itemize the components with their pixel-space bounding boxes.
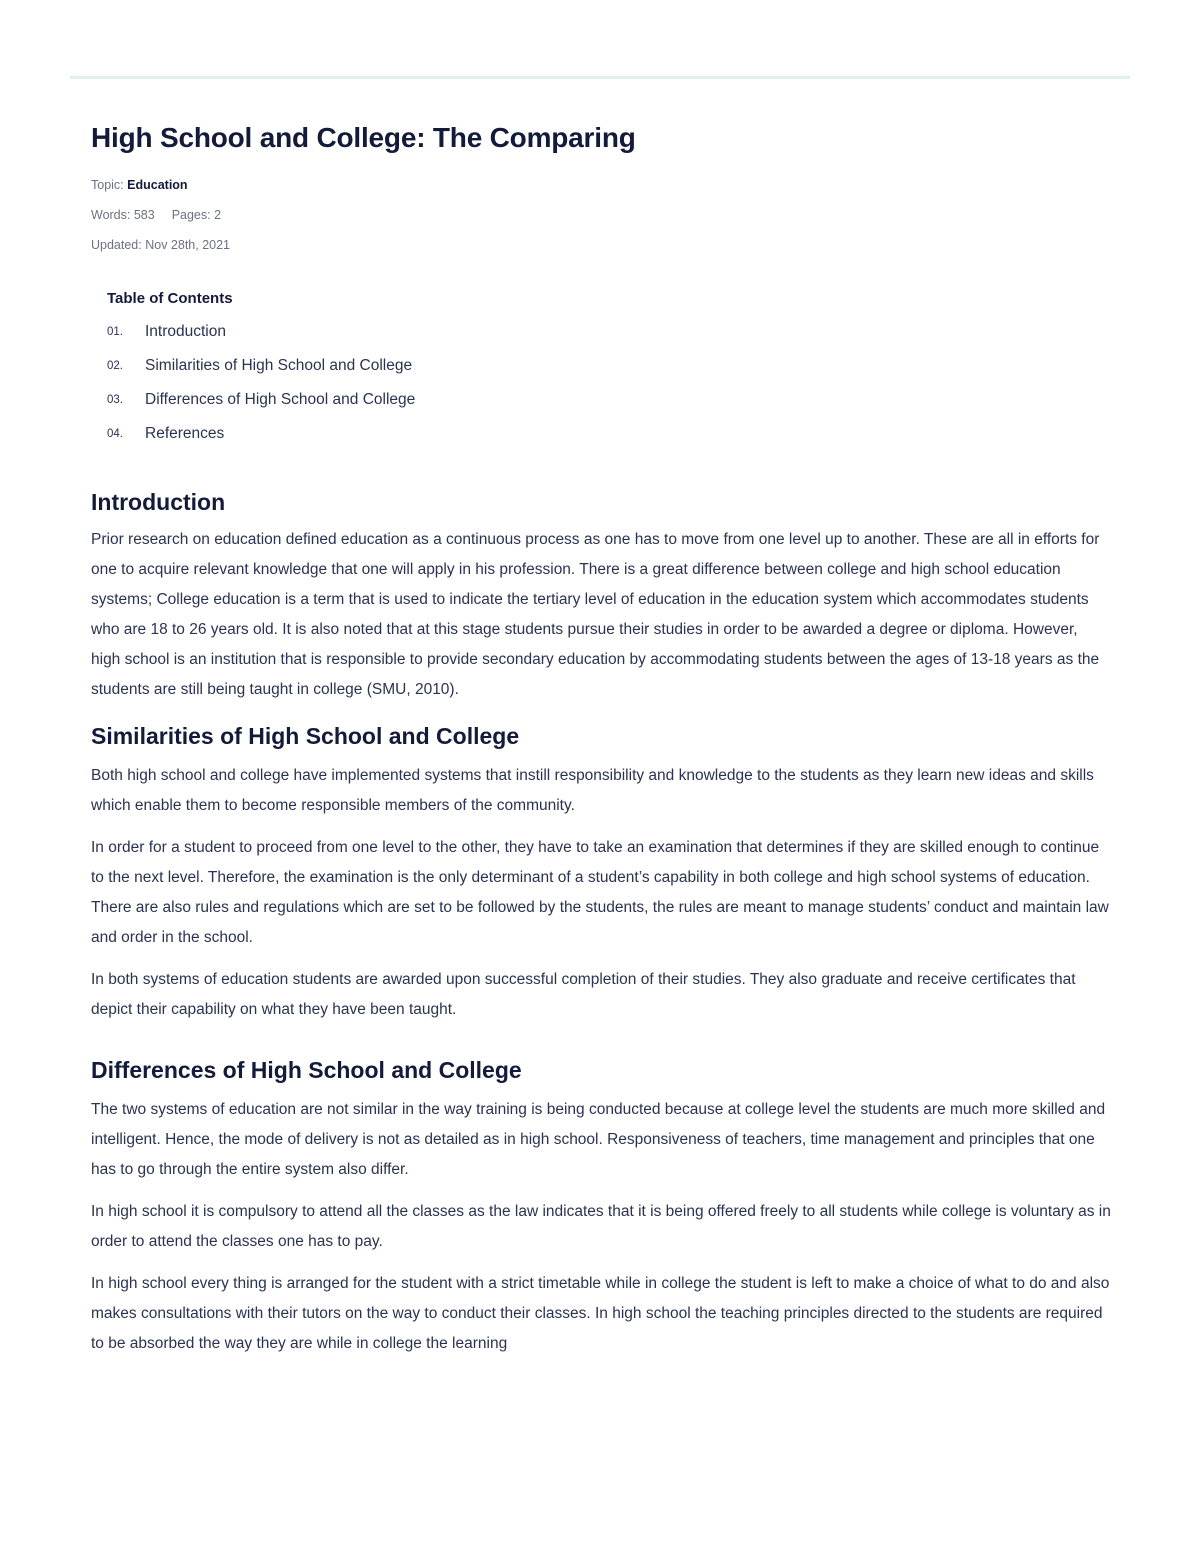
- toc-item-references[interactable]: [107, 417, 1111, 451]
- toc-item-similarities[interactable]: [107, 349, 1111, 383]
- toc-item-number: 02.: [107, 360, 123, 372]
- updated-value: Nov 28th, 2021: [145, 238, 231, 252]
- document-meta: [91, 170, 1111, 260]
- toc-item-label[interactable]: Differences of High School and College: [145, 391, 416, 408]
- toc-item-number: 01.: [107, 326, 123, 338]
- paragraph: The two systems of education are not similar in the way training is being conducted because at college level the students are much more skilled and intelligent. Hence, the mode of delivery is not as detailed as in high school. Responsiveness of teachers, time management and principles that one has to go through the entire system also differ.: [91, 1101, 1106, 1178]
- meta-topic: [91, 170, 1111, 200]
- toc-item-label[interactable]: Introduction: [145, 323, 226, 340]
- section-heading: Differences of High School and College: [91, 1057, 522, 1083]
- paragraph: In high school every thing is arranged for the student with a strict timetable while in college the student is left to make a choice of what to do and also makes consultations with their tutors on the way to conduct their classes. In high school the teaching principles directed to the students are required to be absorbed the way they are while in college the learning: [91, 1275, 1110, 1352]
- section-heading: Similarities of High School and College: [91, 723, 520, 749]
- topic-label: Topic:: [91, 178, 124, 192]
- meta-counts: [91, 200, 1111, 230]
- paragraph: Both high school and college have implemented systems that instill responsibility and knowledge to the students as they learn new ideas and skills which enable them to become responsible members of the community.: [91, 767, 1094, 814]
- toc-item-number: 04.: [107, 428, 123, 440]
- toc-item-introduction[interactable]: [107, 315, 1111, 349]
- toc-item-number: 03.: [107, 394, 123, 406]
- section-heading: Introduction: [91, 489, 226, 515]
- toc-heading: Table of Contents: [107, 290, 233, 307]
- toc-item-differences[interactable]: [107, 383, 1111, 417]
- paragraph: In high school it is compulsory to attend all the classes as the law indicates that it is being offered freely to all students while college is voluntary as in order to attend the classes one has to pay.: [91, 1203, 1111, 1250]
- meta-updated: [91, 230, 1111, 260]
- topic-value[interactable]: Education: [127, 178, 188, 192]
- paragraph: Prior research on education defined education as a continuous process as one has to move from one level up to another. These are all in efforts for one to acquire relevant knowledge that one will apply in his profession. There is a great difference between college and high school education systems; College education is a term that is used to indicate the tertiary level of education in the education system which accommodates students who are 18 to 26 years old. It is also noted that at this stage students pursue their studies in order to be awarded a degree or diploma. However, high school is an institution that is responsible to provide secondary education by accommodating students between the ages of 13-18 years as the students are still being taught in college (SMU, 2010).: [91, 531, 1100, 698]
- table-of-contents: [107, 290, 1111, 451]
- pages-label: Pages:: [171, 208, 211, 222]
- updated-label: Updated:: [91, 238, 142, 252]
- section-differences: [91, 1055, 1111, 1359]
- paragraph: In order for a student to proceed from one level to the other, they have to take an examination that determines if they are skilled enough to continue to the next level. Therefore, the examination is the only determinant of a student’s capability in both college and high school systems of education. There are also rules and regulations which are set to be followed by the students, the rules are meant to manage students’ conduct and maintain law and order in the school.: [91, 839, 1109, 946]
- words-label: Words:: [91, 208, 131, 222]
- toc-item-label[interactable]: Similarities of High School and College: [145, 357, 413, 374]
- toc-item-label[interactable]: References: [145, 425, 225, 442]
- section-similarities: [91, 721, 1111, 1025]
- paragraph: In both systems of education students are awarded upon successful completion of their studies. They also graduate and receive certificates that depict their capability on what they have been taught.: [91, 971, 1076, 1018]
- header-divider: [70, 76, 1130, 79]
- section-introduction: [91, 487, 1111, 705]
- pages-value: 2: [214, 208, 222, 222]
- document-title: High School and College: The Comparing: [91, 122, 636, 153]
- document-body: [91, 120, 1111, 1359]
- words-value: 583: [133, 208, 155, 222]
